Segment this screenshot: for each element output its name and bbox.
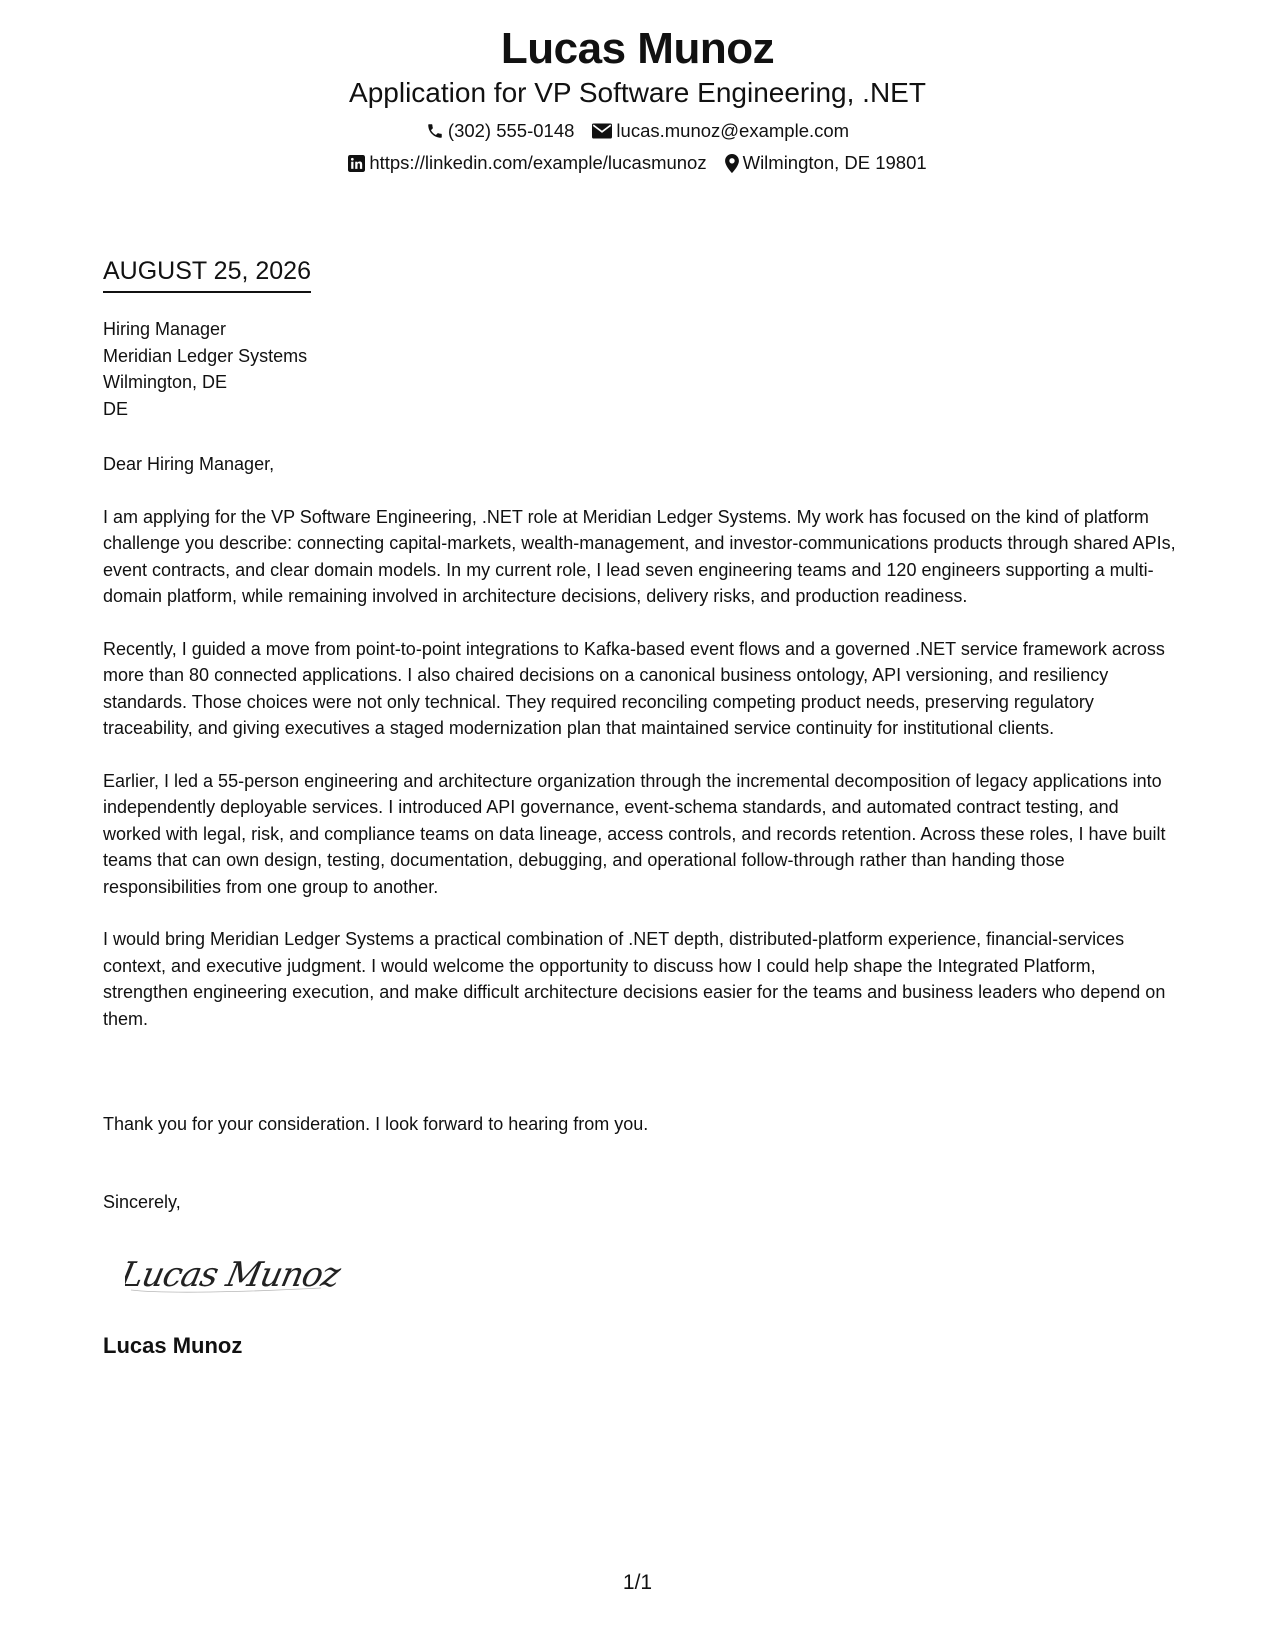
- salutation: Dear Hiring Manager,: [103, 454, 275, 474]
- contact-phone: [426, 119, 575, 143]
- signer-name: Lucas Munoz: [103, 1333, 243, 1358]
- contact-email: [592, 119, 849, 143]
- recipient-line: DE: [103, 398, 129, 419]
- body-paragraph: I am applying for the VP Software Engineering, .NET role at Meridian Ledger Systems. My work has focused on the kind of platform challenge you describe: connecting capital-markets, wealth-management, and investor-communications products through shared APIs, event contracts, and clear domain models. In my current role, I lead seven engineering teams and 120 engineers supporting a multi-domain platform, while remaining involved in architecture decisions, delivery risks, and production readiness.: [103, 507, 1176, 607]
- map-pin-icon: [725, 154, 739, 173]
- closing-line: Sincerely,: [103, 1192, 181, 1212]
- contact-linkedin: [348, 151, 706, 175]
- recipient-block: [103, 316, 307, 422]
- body-paragraph: Earlier, I led a 55-person engineering and architecture organization through the incremental decomposition of legacy applications into independently deployable services. I introduced API governance, event-schema standards, and automated contract testing, and worked with legal, risk, and compliance teams on data lineage, access controls, and records retention. Across these roles, I have built teams that can own design, testing, documentation, debugging, and operational follow-through rather than handing those responsibilities from one group to another.: [103, 771, 1166, 897]
- linkedin-url: https://linkedin.com/example/lucasmunoz: [369, 152, 707, 173]
- body-paragraph: Recently, I guided a move from point-to-point integrations to Kafka-based event flows and a governed .NET service framework across more than 80 connected applications. I also chaired decisions on a canonical business ontology, API versioning, and resiliency standards. Those choices were not only technical. They required reconciling competing product needs, preserving regulatory traceability, and giving executives a staged modernization plan that maintained service continuity for institutional clients.: [103, 639, 1165, 739]
- phone-number: (302) 555-0148: [447, 120, 575, 141]
- recipient-line: Wilmington, DE: [103, 372, 228, 392]
- recipient-line: Hiring Manager: [103, 319, 227, 339]
- contact-row-primary: [0, 119, 1275, 143]
- recipient-line: Meridian Ledger Systems: [103, 345, 308, 366]
- email-address: lucas.munoz@example.com: [616, 120, 850, 141]
- page-number: 1/1: [622, 1571, 653, 1594]
- letter-header: [0, 22, 1275, 175]
- location-text: Wilmington, DE 19801: [742, 152, 927, 173]
- handwritten-signature: [125, 1246, 345, 1307]
- contact-location: [725, 151, 927, 175]
- linkedin-icon: [348, 155, 365, 172]
- phone-icon: [426, 122, 444, 140]
- body-paragraph: I would bring Meridian Ledger Systems a practical combination of .NET depth, distributed-platform experience, financial-services context, and executive judgment. I would welcome the opportunity to discuss how I could help shape the Integrated Platform, strengthen engineering execution, and make difficult architecture decisions easier for the teams and business leaders who depend on them.: [103, 929, 1166, 1029]
- applicant-name: Lucas Munoz: [500, 24, 775, 73]
- svg-text:Lucas Munoz: Lucas Munoz: [125, 1255, 344, 1295]
- thank-you-line: Thank you for your consideration. I look forward to hearing from you.: [103, 1114, 649, 1134]
- letter-date: AUGUST 25, 2026: [103, 255, 311, 293]
- envelope-icon: [592, 123, 612, 139]
- contact-row-secondary: [0, 151, 1275, 175]
- application-title: Application for VP Software Engineering, .NET: [349, 77, 926, 108]
- letter-body: [103, 504, 1181, 1058]
